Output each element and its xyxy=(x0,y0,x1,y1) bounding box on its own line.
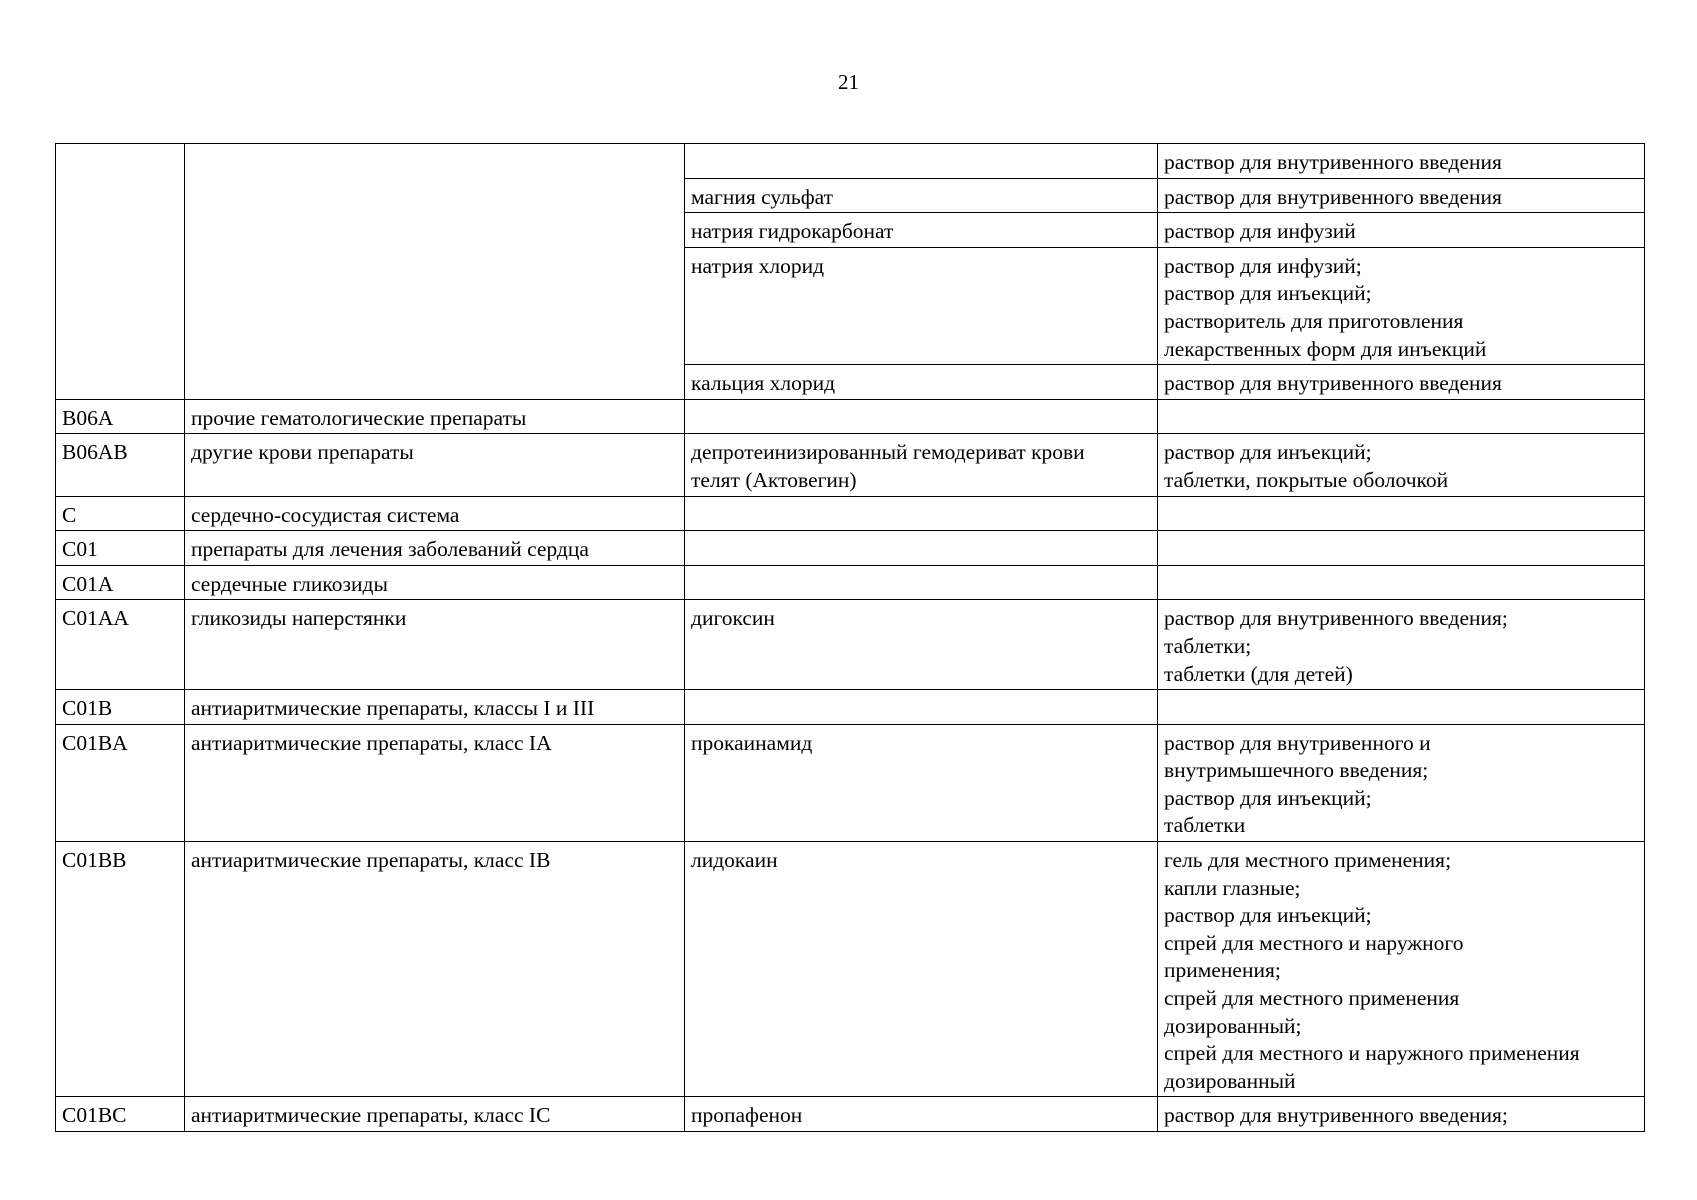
drug-cell: депротеинизированный гемодериват крови телят (Актовегин) xyxy=(685,434,1158,496)
drug-cell xyxy=(685,690,1158,725)
dosage-form-cell: раствор для инъекций; таблетки, покрытые оболочкой xyxy=(1158,434,1645,496)
group-cell: сердечные гликозиды xyxy=(185,565,685,600)
group-cell: прочие гематологические препараты xyxy=(185,399,685,434)
drug-cell: кальция хлорид xyxy=(685,365,1158,400)
drug-cell xyxy=(685,531,1158,566)
dosage-form-cell xyxy=(1158,531,1645,566)
dosage-form-cell: раствор для внутривенного введения xyxy=(1158,365,1645,400)
atc-code-cell: B06A xyxy=(56,399,185,434)
drug-cell xyxy=(685,565,1158,600)
dosage-form-cell xyxy=(1158,496,1645,531)
dosage-form-cell: раствор для внутривенного и внутримышечного введения; раствор для инъекций; таблетки xyxy=(1158,724,1645,841)
dosage-form-cell: раствор для инфузий xyxy=(1158,213,1645,248)
table-row xyxy=(56,565,1645,600)
dosage-form-cell xyxy=(1158,565,1645,600)
group-cell: препараты для лечения заболеваний сердца xyxy=(185,531,685,566)
atc-code-cell: C xyxy=(56,496,185,531)
drug-cell: дигоксин xyxy=(685,600,1158,690)
table-row xyxy=(56,434,1645,496)
dosage-form-cell: раствор для внутривенного введения; таблетки; таблетки (для детей) xyxy=(1158,600,1645,690)
group-cell: антиаритмические препараты, класс IA xyxy=(185,724,685,841)
group-cell: сердечно-сосудистая система xyxy=(185,496,685,531)
atc-code-cell: C01 xyxy=(56,531,185,566)
group-cell: антиаритмические препараты, классы I и III xyxy=(185,690,685,725)
atc-code-cell: B06AB xyxy=(56,434,185,496)
dosage-form-cell xyxy=(1158,399,1645,434)
table-row xyxy=(56,496,1645,531)
table-row xyxy=(56,724,1645,841)
atc-code-cell: C01AA xyxy=(56,600,185,690)
atc-code-cell: C01A xyxy=(56,565,185,600)
drug-cell: натрия гидрокарбонат xyxy=(685,213,1158,248)
page-number: 21 xyxy=(838,70,859,94)
drug-cell: магния сульфат xyxy=(685,178,1158,213)
drug-cell: натрия хлорид xyxy=(685,247,1158,364)
table-row xyxy=(56,842,1645,1097)
group-cell xyxy=(185,144,685,400)
atc-code-cell: C01BB xyxy=(56,842,185,1097)
table-row xyxy=(56,144,1645,179)
table-row xyxy=(56,531,1645,566)
group-cell: антиаритмические препараты, класс IB xyxy=(185,842,685,1097)
group-cell: гликозиды наперстянки xyxy=(185,600,685,690)
group-cell: антиаритмические препараты, класс IC xyxy=(185,1097,685,1132)
drug-cell xyxy=(685,496,1158,531)
dosage-form-cell xyxy=(1158,690,1645,725)
dosage-form-cell: раствор для инфузий; раствор для инъекций; растворитель для приготовления лекарственных форм для инъекций xyxy=(1158,247,1645,364)
atc-code-cell: C01BA xyxy=(56,724,185,841)
atc-code-cell: C01B xyxy=(56,690,185,725)
table-row xyxy=(56,1097,1645,1132)
drug-cell: пропафенон xyxy=(685,1097,1158,1132)
table-row xyxy=(56,690,1645,725)
group-cell: другие крови препараты xyxy=(185,434,685,496)
dosage-form-cell: раствор для внутривенного введения xyxy=(1158,178,1645,213)
atc-code-cell: C01BC xyxy=(56,1097,185,1132)
atc-code-cell xyxy=(56,144,185,400)
drug-cell: лидокаин xyxy=(685,842,1158,1097)
dosage-form-cell: раствор для внутривенного введения xyxy=(1158,144,1645,179)
table-row xyxy=(56,600,1645,690)
dosage-form-cell: гель для местного применения; капли глазные; раствор для инъекций; спрей для местного и наружного применения; спрей для местного применения дозированный; спрей для местного и наружного применения дозированный xyxy=(1158,842,1645,1097)
drug-cell xyxy=(685,144,1158,179)
table-row xyxy=(56,399,1645,434)
drug-cell xyxy=(685,399,1158,434)
drug-cell: прокаинамид xyxy=(685,724,1158,841)
dosage-form-cell: раствор для внутривенного введения; xyxy=(1158,1097,1645,1132)
drug-table xyxy=(55,143,1645,1132)
